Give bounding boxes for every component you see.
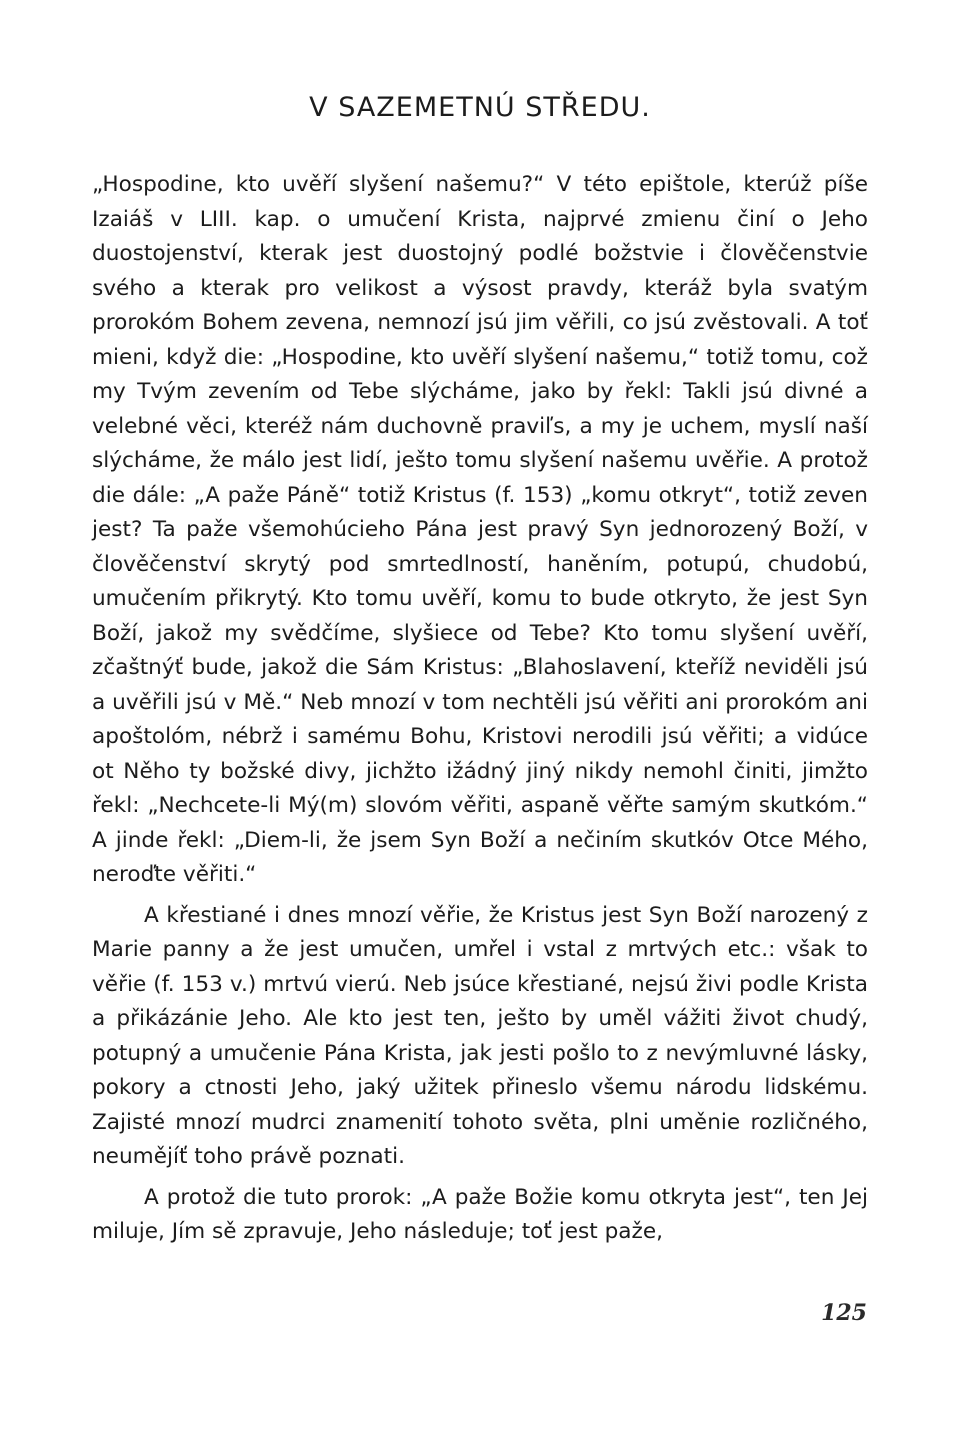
paragraph-3: A protož die tuto prorok: „A paže Božie komu otkryta jest“, ten Jej miluje, Jím sě zpravuje, Jeho následuje; toť jest paže, <box>92 1184 868 1244</box>
page-title: V SAZEMETNÚ STŘEDU. <box>309 92 651 123</box>
paragraph-1: „Hospodine, kto uvěří slyšení našemu?“ V této epištole, kterúž píše Izaiáš v LIII. kap. o umučení Krista, najprvé zmienu činí o Jeho duostojenství, kterak jest duostojný podlé božstvie i člověčenstvie svého a kterak pro velikost a výsost pravdy, kteráž byla svatým prorokóm Bohem zevena, nemnozí jsú jim věřili, co jsú zvěstovali. A toť mieni, když die: „Hospodine, kto uvěří slyšení našemu,“ totiž tomu, což my Tvým zevením od Tebe slýcháme, jako by řekl: Takli jsú divné a velebné věci, kteréž nám duchovně praviľs, a my je uchem, myslí naší slýcháme, že málo jest lidí, ješto tomu slyšení našemu uvěřie. A protož die dále: „A paže Páně“ totiž Kristus (f. 153) „komu otkryt“, totiž zeven jest? Ta paže všemohúcieho Pána jest pravý Syn jednorozený Boží, v člověčenství skrytý pod smrtedlností, haněním, potupú, chudobú, umučením přikrytý. Kto tomu uvěří, komu to bude otkryto, že jest Syn Boží, jakož my svědčíme, slyšiece od Tebe? Kto tomu slyšení uvěří, zčaštnýť bude, jakož die Sám Kristus: „Blahoslavení, kteříž neviděli jsú a uvěřili jsú v Mě.“ Neb mnozí v tom nechtěli jsú věřiti ani prorokóm ani apoštolóm, nébrž i samému Bohu, Kristovi nerodili jsú věřiti; a vidúce ot Něho ty božské divy, jichžto ižádný jiný nikdy nemohl činiti, jimžto řekl: „Nechcete-li Mý(m) slovóm věřiti, aspaně věřte samým skutkóm.“ A jinde řekl: „Diem-li, že jsem Syn Boží a nečiním skutkóv Otce Mého, neroďte věřiti.“ <box>92 172 868 887</box>
paragraph-2: A křestiané i dnes mnozí věřie, že Kristus jest Syn Boží narozený z Marie panny a že jest umučen, umřel i vstal z mrtvých etc.: však to věřie (f. 153 v.) mrtvú vierú. Neb jsúce křestiané, nejsú živi podle Krista a přikázánie Jeho. Ale kto jest ten, ješto by uměl vážiti život chudý, potupný a umučenie Pána Krista, jak jesti pošlo to z nevýmluvné lásky, pokory a ctnosti Jeho, jaký užitek přineslo všemu národu lidskému. Zajisté mnozí mudrci znamenití tohoto světa, plni uměnie rozličného, neumějíť toho právě poznati. <box>92 902 868 1169</box>
document-page <box>92 88 868 1250</box>
page-number: 125 <box>821 1300 867 1326</box>
